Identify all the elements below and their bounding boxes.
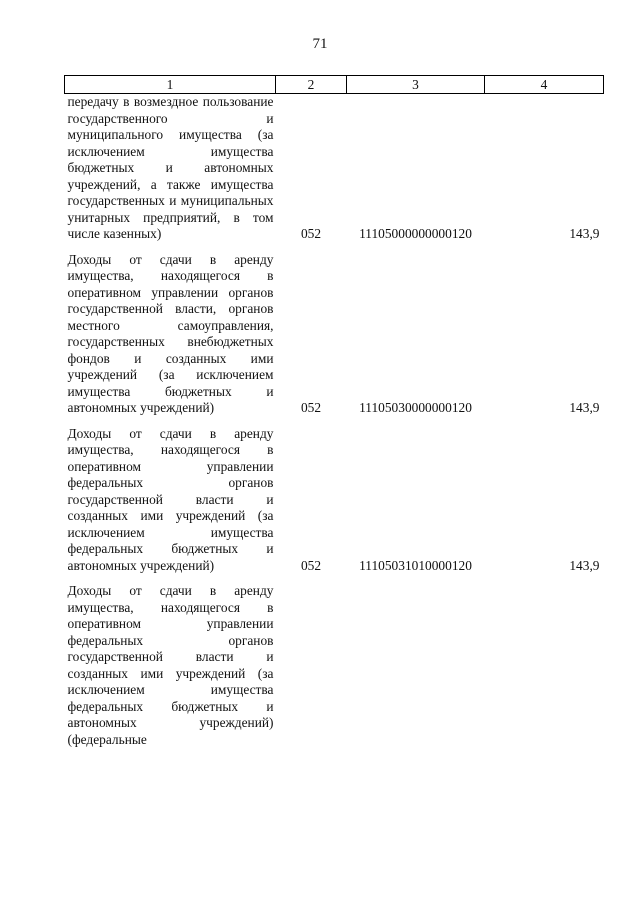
row-description: Доходы от сдачи в аренду имущества, находящегося в оперативном управлении органов государственной власти, органов местного самоуправления, государственных внебюджетных фондов и созданных ими учреждений (за исключением имущества бюджетных и автономных учреждений) [67,251,274,415]
row-kbk-code: 11105030000000120 [359,400,472,415]
row-admin-code [276,574,347,748]
table-header-row [65,76,604,94]
table-row [65,574,604,748]
table-row [65,417,604,575]
row-description: передачу в возмездное пользование государственного и муниципального имущества (за исключением имущества бюджетных и автономных учреждений, а также имущества государственных и муниципальных унитарных предприятий, в том числе казенных) [67,94,274,241]
row-kbk-code [347,574,485,748]
column-header-4: 4 [485,76,604,94]
table-row [65,94,604,243]
row-amount [485,574,604,748]
table-row [65,243,604,417]
row-description: Доходы от сдачи в аренду имущества, находящегося в оперативном управлении федеральных органов государственной власти и созданных ими учреждений (за исключением имущества федеральных бюджетных и автономных учреждений) (федеральные [67,583,274,747]
column-header-1: 1 [65,76,276,94]
row-kbk-code: 11105031010000120 [359,557,472,573]
row-kbk-code: 11105000000000120 [359,226,472,241]
row-admin-code: 052 [300,400,322,415]
row-admin-code: 052 [300,226,322,241]
column-header-3: 3 [347,76,485,94]
row-description: Доходы от сдачи в аренду имущества, находящегося в оперативном управлении федеральных органов государственной власти и созданных ими учреждений (за исключением имущества федеральных бюджетных и автономных учреждений) [67,425,274,573]
row-admin-code: 052 [300,557,322,573]
row-amount: 143,9 [569,557,600,573]
column-header-2: 2 [276,76,347,94]
revenue-table [64,75,604,748]
row-amount: 143,9 [569,400,600,415]
page-number: 71 [312,36,328,52]
row-amount: 143,9 [569,226,600,241]
